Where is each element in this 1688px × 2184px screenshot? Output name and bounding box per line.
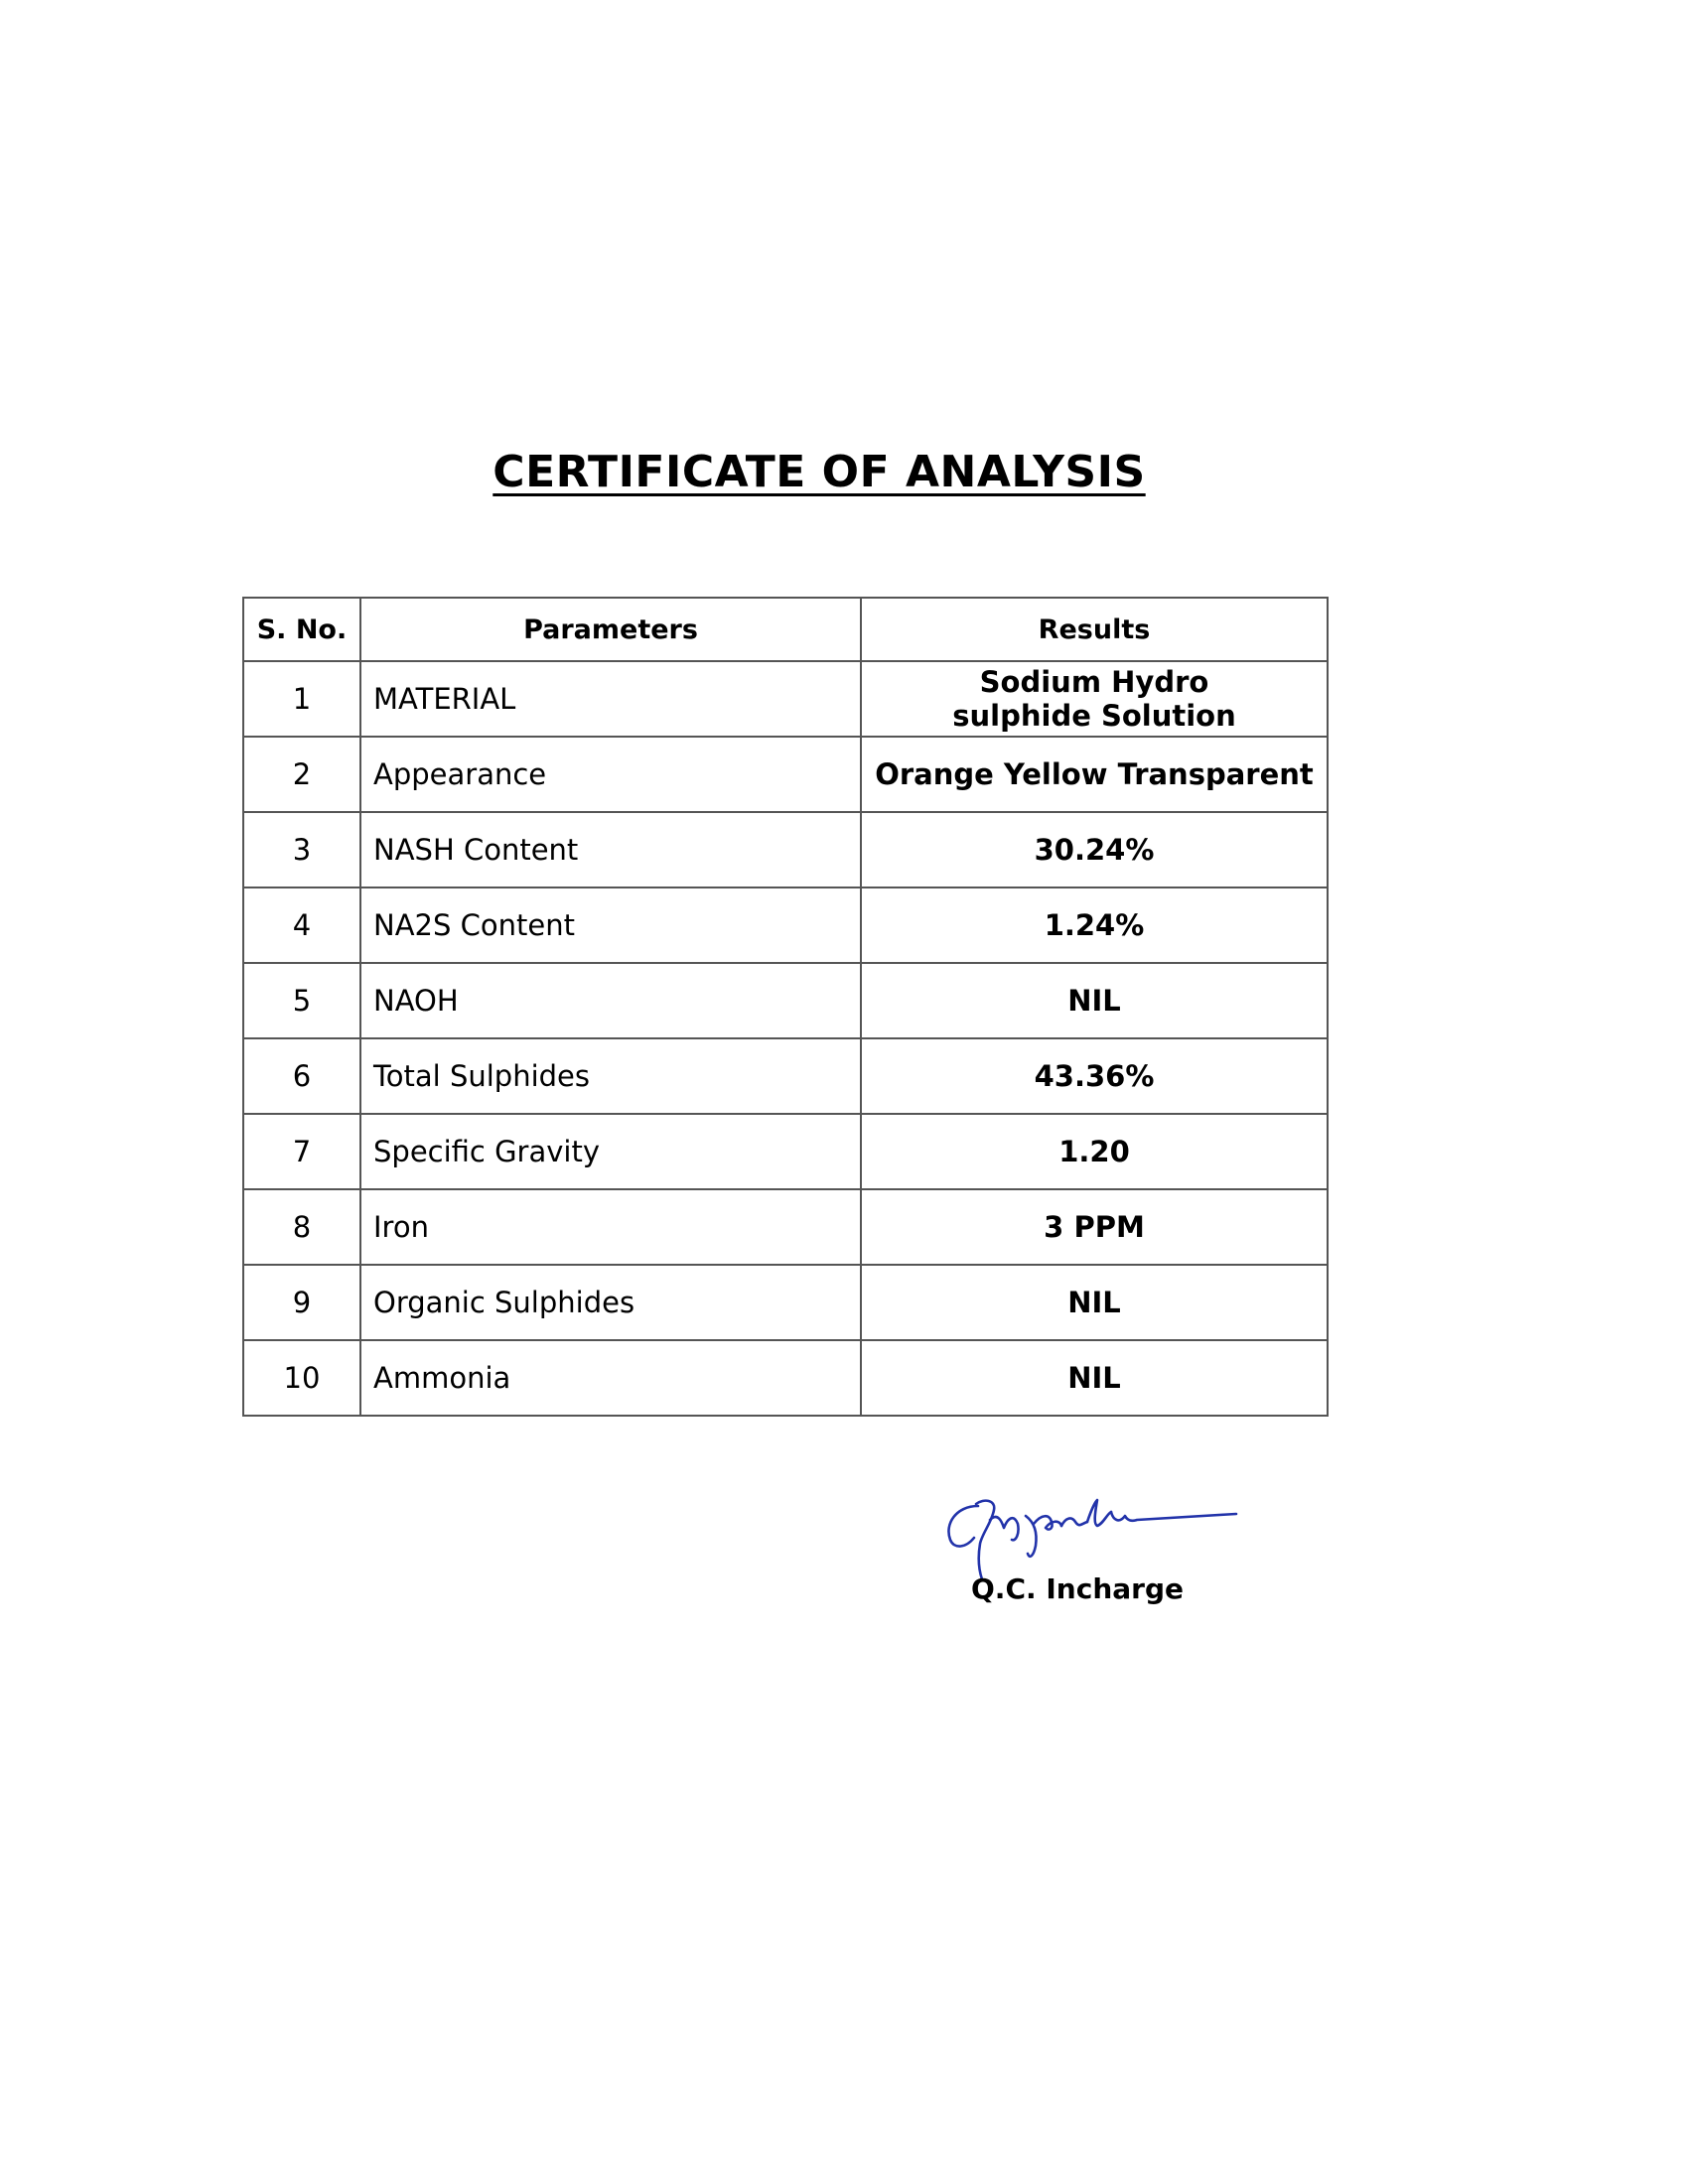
row-parameter: Organic Sulphides [360, 1265, 861, 1340]
table-row [243, 737, 1328, 812]
row-parameter: NA2S Content [360, 887, 861, 963]
row-result: Orange Yellow Transparent [861, 737, 1328, 812]
header-parameters: Parameters [360, 598, 861, 661]
analysis-table [242, 597, 1329, 1417]
row-parameter: Total Sulphides [360, 1038, 861, 1114]
row-result: 1.24% [861, 887, 1328, 963]
signature-mark [938, 1494, 1256, 1583]
row-parameter: Iron [360, 1189, 861, 1265]
row-parameter: Appearance [360, 737, 861, 812]
row-sno: 4 [243, 887, 360, 963]
row-sno: 10 [243, 1340, 360, 1416]
row-sno: 8 [243, 1189, 360, 1265]
table-row [243, 963, 1328, 1038]
row-result: 3 PPM [861, 1189, 1328, 1265]
table-row [243, 887, 1328, 963]
row-parameter: Ammonia [360, 1340, 861, 1416]
row-sno: 2 [243, 737, 360, 812]
table-header-row [243, 598, 1328, 661]
row-sno: 7 [243, 1114, 360, 1189]
table-row [243, 1340, 1328, 1416]
row-parameter: Specific Gravity [360, 1114, 861, 1189]
row-result: NIL [861, 1265, 1328, 1340]
row-result: 43.36% [861, 1038, 1328, 1114]
row-parameter: MATERIAL [360, 661, 861, 737]
table-row [243, 661, 1328, 737]
row-sno: 3 [243, 812, 360, 887]
row-result: Sodium Hydro sulphide Solution [861, 661, 1328, 737]
table-row [243, 1265, 1328, 1340]
signature-strokes [948, 1500, 1236, 1579]
table-row [243, 1038, 1328, 1114]
header-results: Results [861, 598, 1328, 661]
row-parameter: NASH Content [360, 812, 861, 887]
row-sno: 5 [243, 963, 360, 1038]
row-sno: 6 [243, 1038, 360, 1114]
row-result: NIL [861, 1340, 1328, 1416]
signatory-role: Q.C. Incharge [971, 1572, 1184, 1605]
table-row [243, 1114, 1328, 1189]
row-result: NIL [861, 963, 1328, 1038]
row-parameter: NAOH [360, 963, 861, 1038]
header-sno: S. No. [243, 598, 360, 661]
row-result: 1.20 [861, 1114, 1328, 1189]
row-sno: 1 [243, 661, 360, 737]
table-row [243, 812, 1328, 887]
table-row [243, 1189, 1328, 1265]
row-sno: 9 [243, 1265, 360, 1340]
document-title: CERTIFICATE OF ANALYSIS [492, 447, 1146, 497]
row-result: 30.24% [861, 812, 1328, 887]
